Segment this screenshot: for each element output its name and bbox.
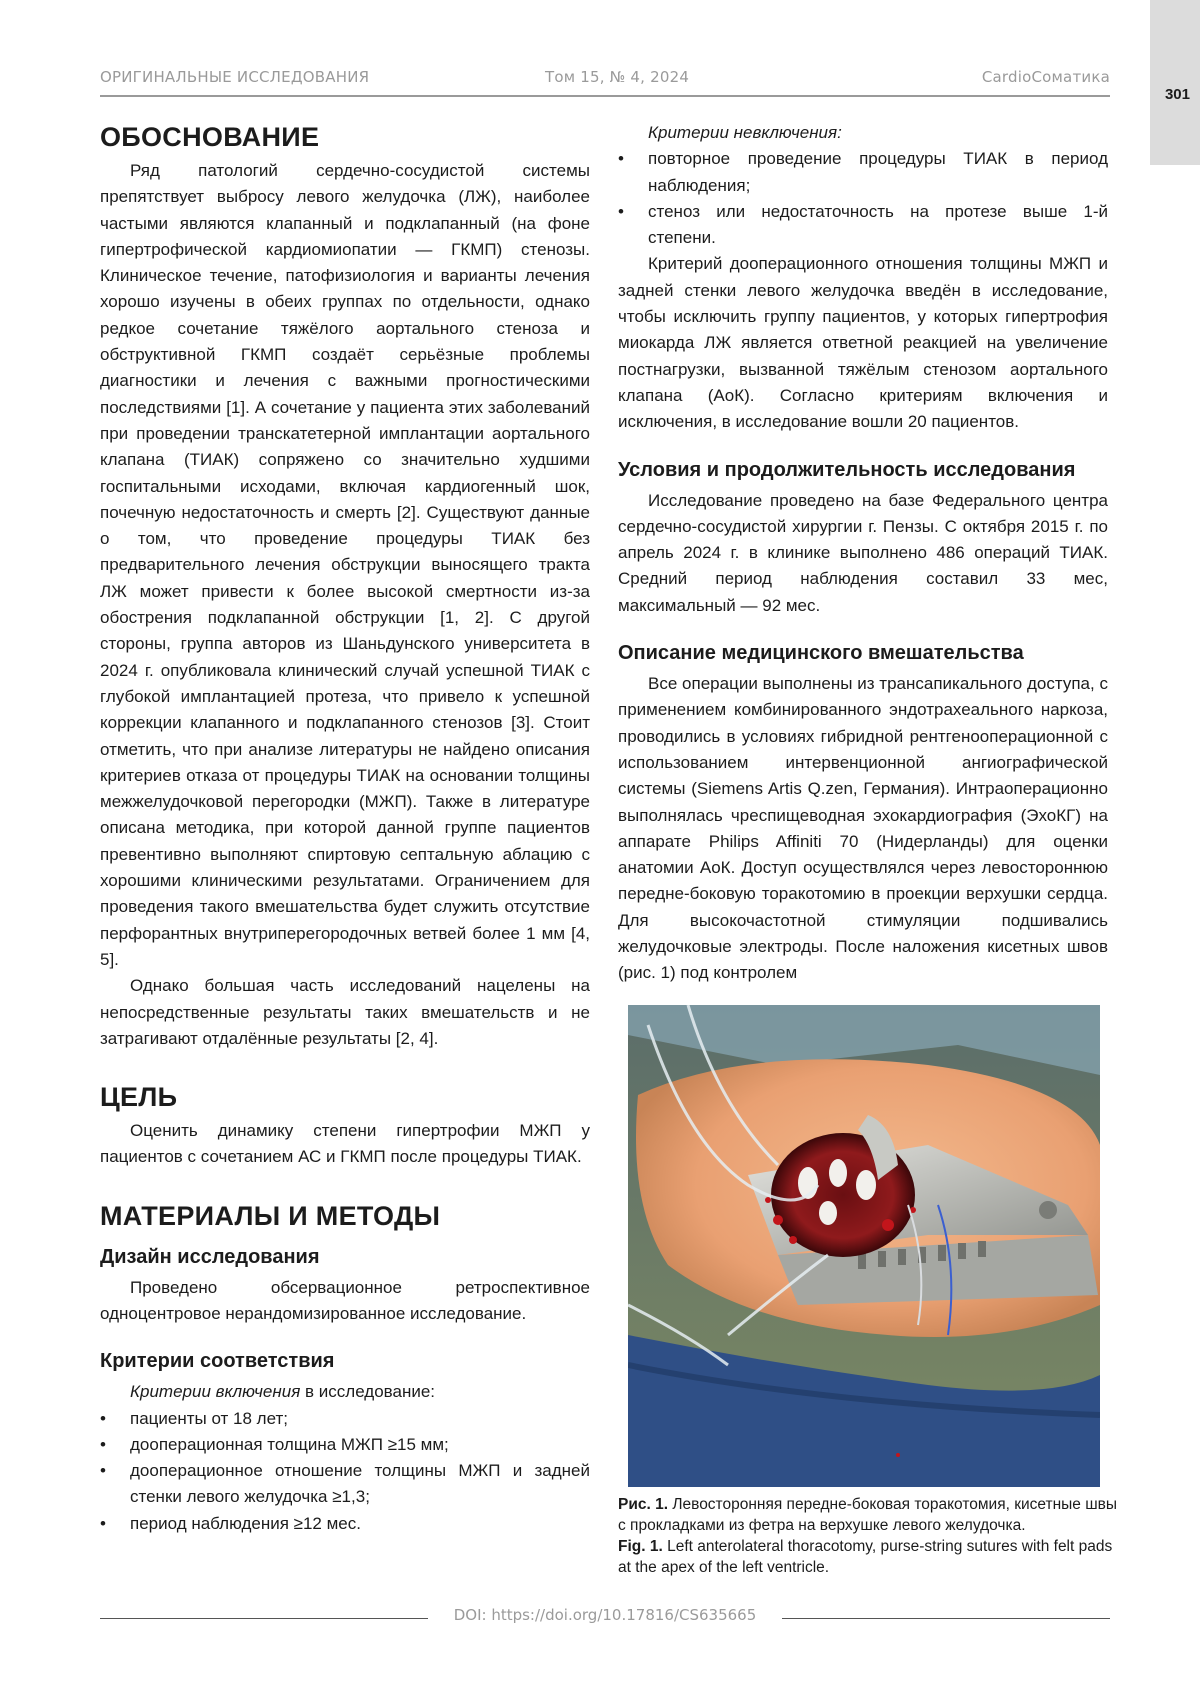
- header-volume: Том 15, № 4, 2024: [545, 68, 690, 86]
- inclusion-lead-italic: Критерии включения: [130, 1382, 301, 1402]
- caption-en-text: Left anterolateral thoracotomy, purse-string sutures with felt pads at the apex of the left ventricle.: [618, 1538, 1113, 1576]
- section-title-aim: ЦЕЛЬ: [100, 1082, 178, 1113]
- right-column: [618, 120, 1108, 987]
- paragraph: Исследование проведено на базе Федерального центра сердечно-сосудистой хирургии г. Пензы. С октября 2015 г. по апрель 2024 г. в клинике выполнено 486 операций ТИАК. Средний период наблюдения составил 33 мес, максимальный — 92 мес.: [618, 490, 1108, 615]
- page-tab: [1150, 0, 1200, 165]
- page-number: 301: [1164, 86, 1190, 103]
- retractor-screw: [1039, 1201, 1057, 1219]
- doi-link[interactable]: DOI: https://doi.org/10.17816/CS635665: [453, 1606, 757, 1624]
- header-section: ОРИГИНАЛЬНЫЕ ИССЛЕДОВАНИЯ: [100, 68, 370, 86]
- running-header: [100, 60, 1110, 94]
- list-item: • стеноз или недостаточность на протезе выше 1-й степени.: [618, 199, 1108, 252]
- caption-ru: [618, 1494, 1118, 1536]
- subsection-title-intervention: Описание медицинского вмешательства: [618, 642, 1024, 665]
- caption-ru-label: Рис. 1.: [618, 1496, 669, 1513]
- paragraph: Проведено обсервационное ретроспективное одноцентровое нерандомизированное исследование.: [100, 1277, 590, 1323]
- footer-divider-right: [782, 1618, 1110, 1619]
- caption-ru-text: Левосторонняя передне-боковая торакотомия, кисетные швы с прокладками из фетра на верхушке левого желудочка.: [618, 1496, 1118, 1534]
- section-title-rationale: ОБОСНОВАНИЕ: [100, 122, 320, 152]
- section-title-methods: МАТЕРИАЛЫ И МЕТОДЫ: [100, 1200, 441, 1231]
- list-item: • пациенты от 18 лет;: [100, 1406, 590, 1432]
- inclusion-lead-rest: в исследование:: [300, 1382, 436, 1402]
- paragraph: Оценить динамику степени гипертрофии МЖП у пациентов с сочетанием АС и ГКМП после процедуры ТИАК.: [100, 1121, 590, 1167]
- list-item: • повторное проведение процедуры ТИАК в период наблюдения;: [618, 146, 1108, 199]
- header-divider: [100, 95, 1110, 97]
- footer-divider-left: [100, 1618, 428, 1619]
- paragraph: Все операции выполнены из трансапикального доступа, с применением комбинированного эндотрахеального наркоза, проводились в условиях гибридной рентгенооперационной с использованием интервенционной ангиографической системы (Siemens Artis Q.zen, Германия). Интраоперационно выполнялась чреспищеводная эхокардиография (ЭхоКГ) на аппарате Philips Affiniti 70 (Нидерланды) для оценки анатомии АоК. Доступ осуществлялся через левостороннюю передне-боковую торакотомию в проекции верхушки сердца. Для высокочастотной стимуляции подшивались желудочковые электроды. После наложения кисетных швов (рис. 1) под контролем: [618, 674, 1108, 983]
- exclusion-lead: Критерии невключения:: [648, 123, 842, 142]
- subsection-title-criteria: Критерии соответствия: [100, 1350, 335, 1373]
- paragraph: Однако большая часть исследований нацелены на непосредственные результаты таких вмешательств и не затрагивают отдалённые результаты [2, 4].: [100, 976, 590, 1048]
- caption-en-label: Fig. 1.: [618, 1538, 663, 1555]
- subsection-title-design: Дизайн исследования: [100, 1245, 320, 1268]
- exclusion-list: [618, 146, 1108, 251]
- list-item: • дооперационное отношение толщины МЖП и задней стенки левого желудочка ≥1,3;: [100, 1458, 590, 1511]
- paragraph: Критерий дооперационного отношения толщины МЖП и задней стенки левого желудочка введён в исследование, чтобы исключить группу пациентов, у которых гипертрофия миокарда ЛЖ является ответной реакцией на увеличение постнагрузки, вызванной тяжёлым стенозом аортального клапана (АоК). Согласно критериям включения и исключения, в исследование вошли 20 пациентов.: [618, 254, 1108, 432]
- inclusion-lead: [100, 1379, 590, 1405]
- surgical-photo: [628, 1005, 1100, 1487]
- figure-caption: [618, 1494, 1118, 1578]
- inclusion-list: [100, 1406, 590, 1537]
- header-journal: CardioСоматика: [981, 68, 1110, 86]
- subsection-title-conditions: Условия и продолжительность исследования: [618, 458, 1076, 481]
- paragraph: Ряд патологий сердечно-сосудистой системы препятствует выбросу левого желудочка (ЛЖ), наиболее частыми являются клапанный и подклапанный (на фоне гипертрофической кардиомиопатии — ГКМП) стенозы. Клиническое течение, патофизиология и варианты лечения хорошо изучены в обеих группах по отдельности, однако редкое сочетание тяжёлого аортального стеноза и обструктивной ГКМП создаёт серьёзные проблемы диагностики и лечения с важными прогностическими последствиями [1]. А сочетание у пациента этих заболеваний при проведении транскатетерной имплантации аортального клапана (ТИАК) сопряжено со значительно худшими госпитальными исходами, включая кардиогенный шок, почечную недостаточность и смерть [2]. Существуют данные о том, что проведение процедуры ТИАК без предварительного лечения обструкции выносящего тракта ЛЖ может привести к более высокой смертности из-за обострения подклапанной обструкции [1, 2]. С другой стороны, группа авторов из Шаньдунского университета в 2024 г. опубликовала клинический случай успешной ТИАК с глубокой имплантацией протеза, что привело к успешной коррекции клапанного и подклапанного стенозов [3]. Стоит отметить, что при анализе литературы не найдено описания критериев отказа от процедуры ТИАК на основании толщины межжелудочковой перегородки (МЖП). Также в литературе описана методика, при которой данной группе пациентов превентивно выполняют спиртовую септальную аблацию с хорошими клиническими результатами. Ограничением для проведения такого вмешательства будет служить отсутствие перфорантных внутриперегородочных ветвей более 1 мм [4, 5].: [100, 161, 590, 969]
- left-column: [100, 120, 590, 1537]
- caption-en: [618, 1536, 1118, 1578]
- list-item: • дооперационная толщина МЖП ≥15 мм;: [100, 1432, 590, 1458]
- list-item: • период наблюдения ≥12 мес.: [100, 1511, 590, 1537]
